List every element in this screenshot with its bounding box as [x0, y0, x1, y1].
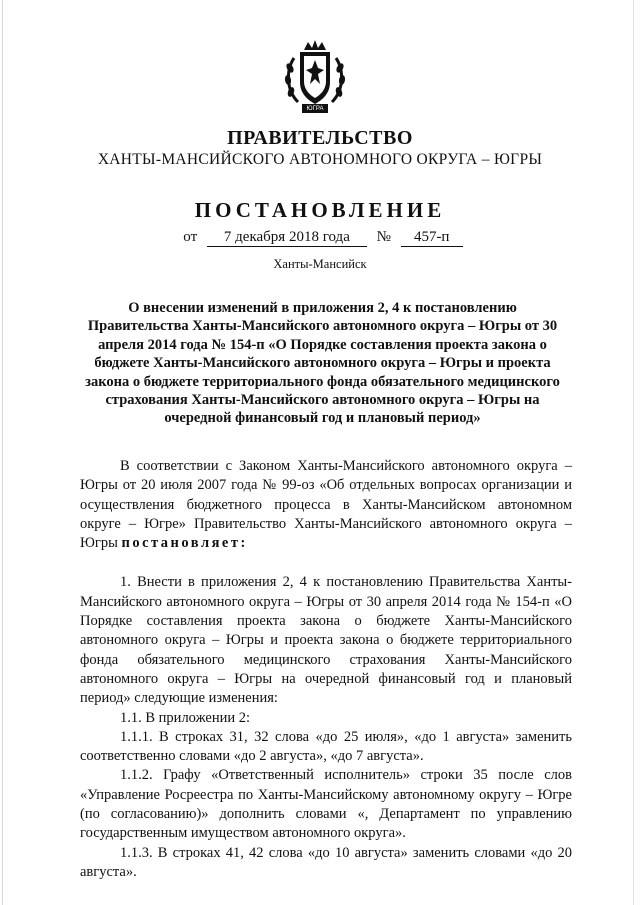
- date-prefix: от: [183, 229, 198, 245]
- government-title: ПРАВИТЕЛЬСТВО: [227, 127, 413, 149]
- paragraph-1-1-3: 1.1.3. В строках 41, 42 слова «до 10 августа» заменить словами «до 20 августа».: [80, 844, 572, 880]
- paragraph-1: 1. Внести в приложения 2, 4 к постановлению Правительства Ханты-Мансийского автономного округа – Югры от 30 апреля 2014 года № 154-п «О Порядке составления проекта закона о бюджете Ханты-Мансийского автономного округа – Югры и проекта закона о бюджете территориального фонда обязательного медицинского страхования Ханты-Мансийского автономного округа – Югры на очередной финансовый год и плановый период» следующие изменения:: [80, 574, 572, 707]
- document-type: ПОСТАНОВЛЕНИЕ: [194, 198, 446, 222]
- emblem-ribbon-text: ЮГРА: [306, 106, 324, 112]
- document-subject: О внесении изменений в приложения 2, 4 к постановлению Правительства Ханты-Мансийского автономного округа – Югры от 30 апреля 2014 года № 154-п «О Порядке составления проекта закона о бюджете Ханты-Мансийского автономного округа – Югры и проекта закона о бюджете территориального фонда обязательного медицинского страхования Ханты-Мансийского автономного округа – Югры на очередной финансовый год и плановый период»: [85, 300, 560, 427]
- paragraph-1-1-2: 1.1.2. Графу «Ответственный исполнитель» строки 35 после слов «Управление Росреестра по Ханты-Мансийскому автономному округу – Югре (по согласованию)» дополнить словами «, Департамент по управлению государственным имуществом автономного округа».: [80, 767, 572, 842]
- government-region: ХАНТЫ-МАНСИЙСКОГО АВТОНОМНОГО ОКРУГА – ЮГРЫ: [97, 151, 543, 168]
- preamble-paragraph: [80, 457, 572, 553]
- document-number: 457-п: [401, 229, 463, 247]
- paragraph-1-1-1: 1.1.1. В строках 31, 32 слова «до 25 июля», «до 1 августа» заменить соответственно словами «до 2 августа», «до 7 августа».: [80, 728, 572, 765]
- number-prefix: №: [376, 229, 391, 245]
- preamble-text: В соответствии с Законом Ханты-Мансийского автономного округа – Югры от 20 июля 2007 года № 99-оз «Об отдельных вопросах организации и осуществления бюджетного процесса в Ханты-Мансийском автономном округе – Югре» Правительство Ханты-Мансийского автономного округа – Югры: [80, 458, 572, 552]
- document-city: Ханты-Мансийск: [273, 257, 367, 271]
- document-body: [80, 457, 572, 882]
- paragraph-1-1: 1.1. В приложении 2:: [120, 709, 251, 726]
- document-date: 7 декабря 2018 года: [207, 229, 367, 247]
- decree-word: постановляет:: [121, 535, 248, 552]
- document-date-line: [0, 229, 640, 247]
